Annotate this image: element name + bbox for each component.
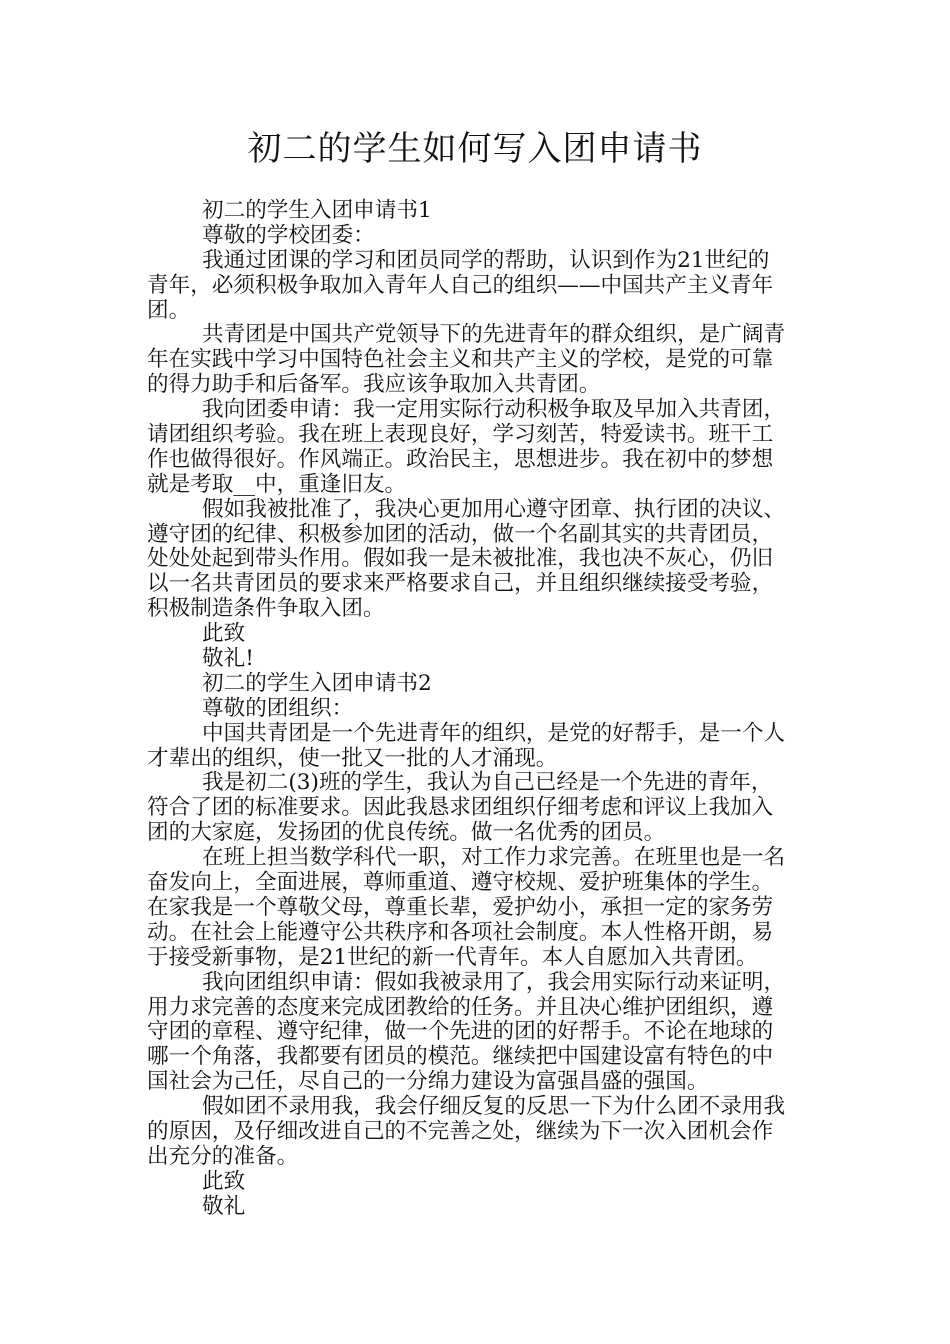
text-line: 奋发向上，全面进展，尊师重道、遵守校规、爱护班集体的学生。 [147,870,774,896]
paragraph [147,722,807,772]
text-line: 初二的学生入团申请书1 [202,198,432,223]
paragraph [147,323,807,398]
text-line: 敬礼 [202,1193,246,1219]
text-line: 请团组织考验。我在班上表现良好，学习刻苦，特爱读书。班干工 [147,422,774,448]
text-line: 中国共青团是一个先进青年的组织，是党的好帮手，是一个人 [202,720,786,746]
text-line: 的原因，及仔细改进自己的不完善之处，继续为下一次入团机会作 [147,1118,774,1144]
paragraph [147,1170,807,1195]
text-line: 处处处起到带头作用。假如我一是未被批准，我也决不灰心，仍旧 [147,546,774,572]
text-line: 用力求完善的态度来完成团教给的任务。并且决心维护团组织，遵 [147,994,774,1020]
text-line: 出充分的准备。 [147,1143,299,1169]
text-line: 守团的章程、遵守纪律，做一个先进的团的好帮手。不论在地球的 [147,1019,774,1045]
text-line: 作也做得很好。作风端正。政治民主，思想进步。我在初中的梦想 [147,446,774,472]
paragraph [147,622,807,647]
text-line: 遵守团的纪律、积极参加团的活动，做一个名副其实的共青团员， [147,521,774,547]
paragraph [147,697,807,722]
document-body [147,199,807,1220]
text-line: 我是初二(3)班的学生，我认为自己已经是一个先进的青年， [202,770,773,796]
text-line: 的得力助手和后备军。我应该争取加入共青团。 [147,372,601,398]
paragraph [147,1195,807,1220]
text-line: 尊敬的学校团委： [202,222,375,248]
text-line: 才辈出的组织，使一批又一批的人才涌现。 [147,745,558,771]
text-line: 哪一个角落，我都要有团员的模范。继续把中国建设富有特色的中 [147,1044,774,1070]
text-line: 我向团委申请：我一定用实际行动积极争取及早加入共青团， [202,397,786,423]
paragraph [147,224,807,249]
document-title: 初二的学生如何写入团申请书 [247,129,703,169]
text-line: 团的大家庭，发扬团的优良传统。做一名优秀的团员。 [147,820,666,846]
text-line: 假如我被批准了，我决心更加用心遵守团章、执行团的决议、 [202,496,786,522]
paragraph [147,971,807,1095]
text-line: 初二的学生入团申请书2 [202,670,432,696]
text-line: 此致 [202,621,246,647]
text-line: 此致 [202,1168,246,1194]
text-line: 我向团组织申请：假如我被录用了，我会用实际行动来证明， [202,969,786,995]
text-line: 我通过团课的学习和团员同学的帮助，认识到作为21世纪的 [202,247,770,273]
paragraph [147,498,807,622]
text-line: 积极制造条件争取入团。 [147,596,385,622]
text-line: 就是考取__中，重逢旧友。 [147,471,407,497]
text-line: 符合了团的标准要求。因此我恳求团组织仔细考虑和评议上我加入 [147,795,774,821]
text-line: 共青团是中国共产党领导下的先进青年的群众组织，是广阔青 [202,322,786,348]
text-line: 年在实践中学习中国特色社会主义和共产主义的学校，是党的可靠 [147,347,774,373]
paragraph [147,249,807,324]
paragraph [147,398,807,498]
text-line: 动。在社会上能遵守公共秩序和各项社会制度。本人性格开朗，易 [147,919,774,945]
text-line: 在家我是一个尊敬父母，尊重长辈，爱护幼小，承担一定的家务劳 [147,894,774,920]
text-line: 国社会为己任，尽自己的一分绵力建设为富强昌盛的强国。 [147,1069,709,1095]
text-line: 假如团不录用我，我会仔细反复的反思一下为什么团不录用我 [202,1094,786,1120]
paragraph [147,771,807,846]
paragraph [147,846,807,970]
paragraph [147,1095,807,1170]
paragraph [147,199,807,224]
text-line: 在班上担当数学科代一职，对工作力求完善。在班里也是一名 [202,845,786,871]
text-line: 尊敬的团组织： [202,695,354,721]
text-line: 以一名共青团员的要求来严格要求自己，并且组织继续接受考验， [147,571,774,597]
text-line: 团。 [147,297,191,323]
text-line: 于接受新事物，是21世纪的新一代青年。本人自愿加入共青团。 [147,944,758,970]
text-line: 敬礼! [202,646,254,672]
paragraph [147,647,807,672]
paragraph [147,672,807,697]
text-line: 青年，必须积极争取加入青年人自己的组织——中国共产主义青年 [147,272,774,298]
